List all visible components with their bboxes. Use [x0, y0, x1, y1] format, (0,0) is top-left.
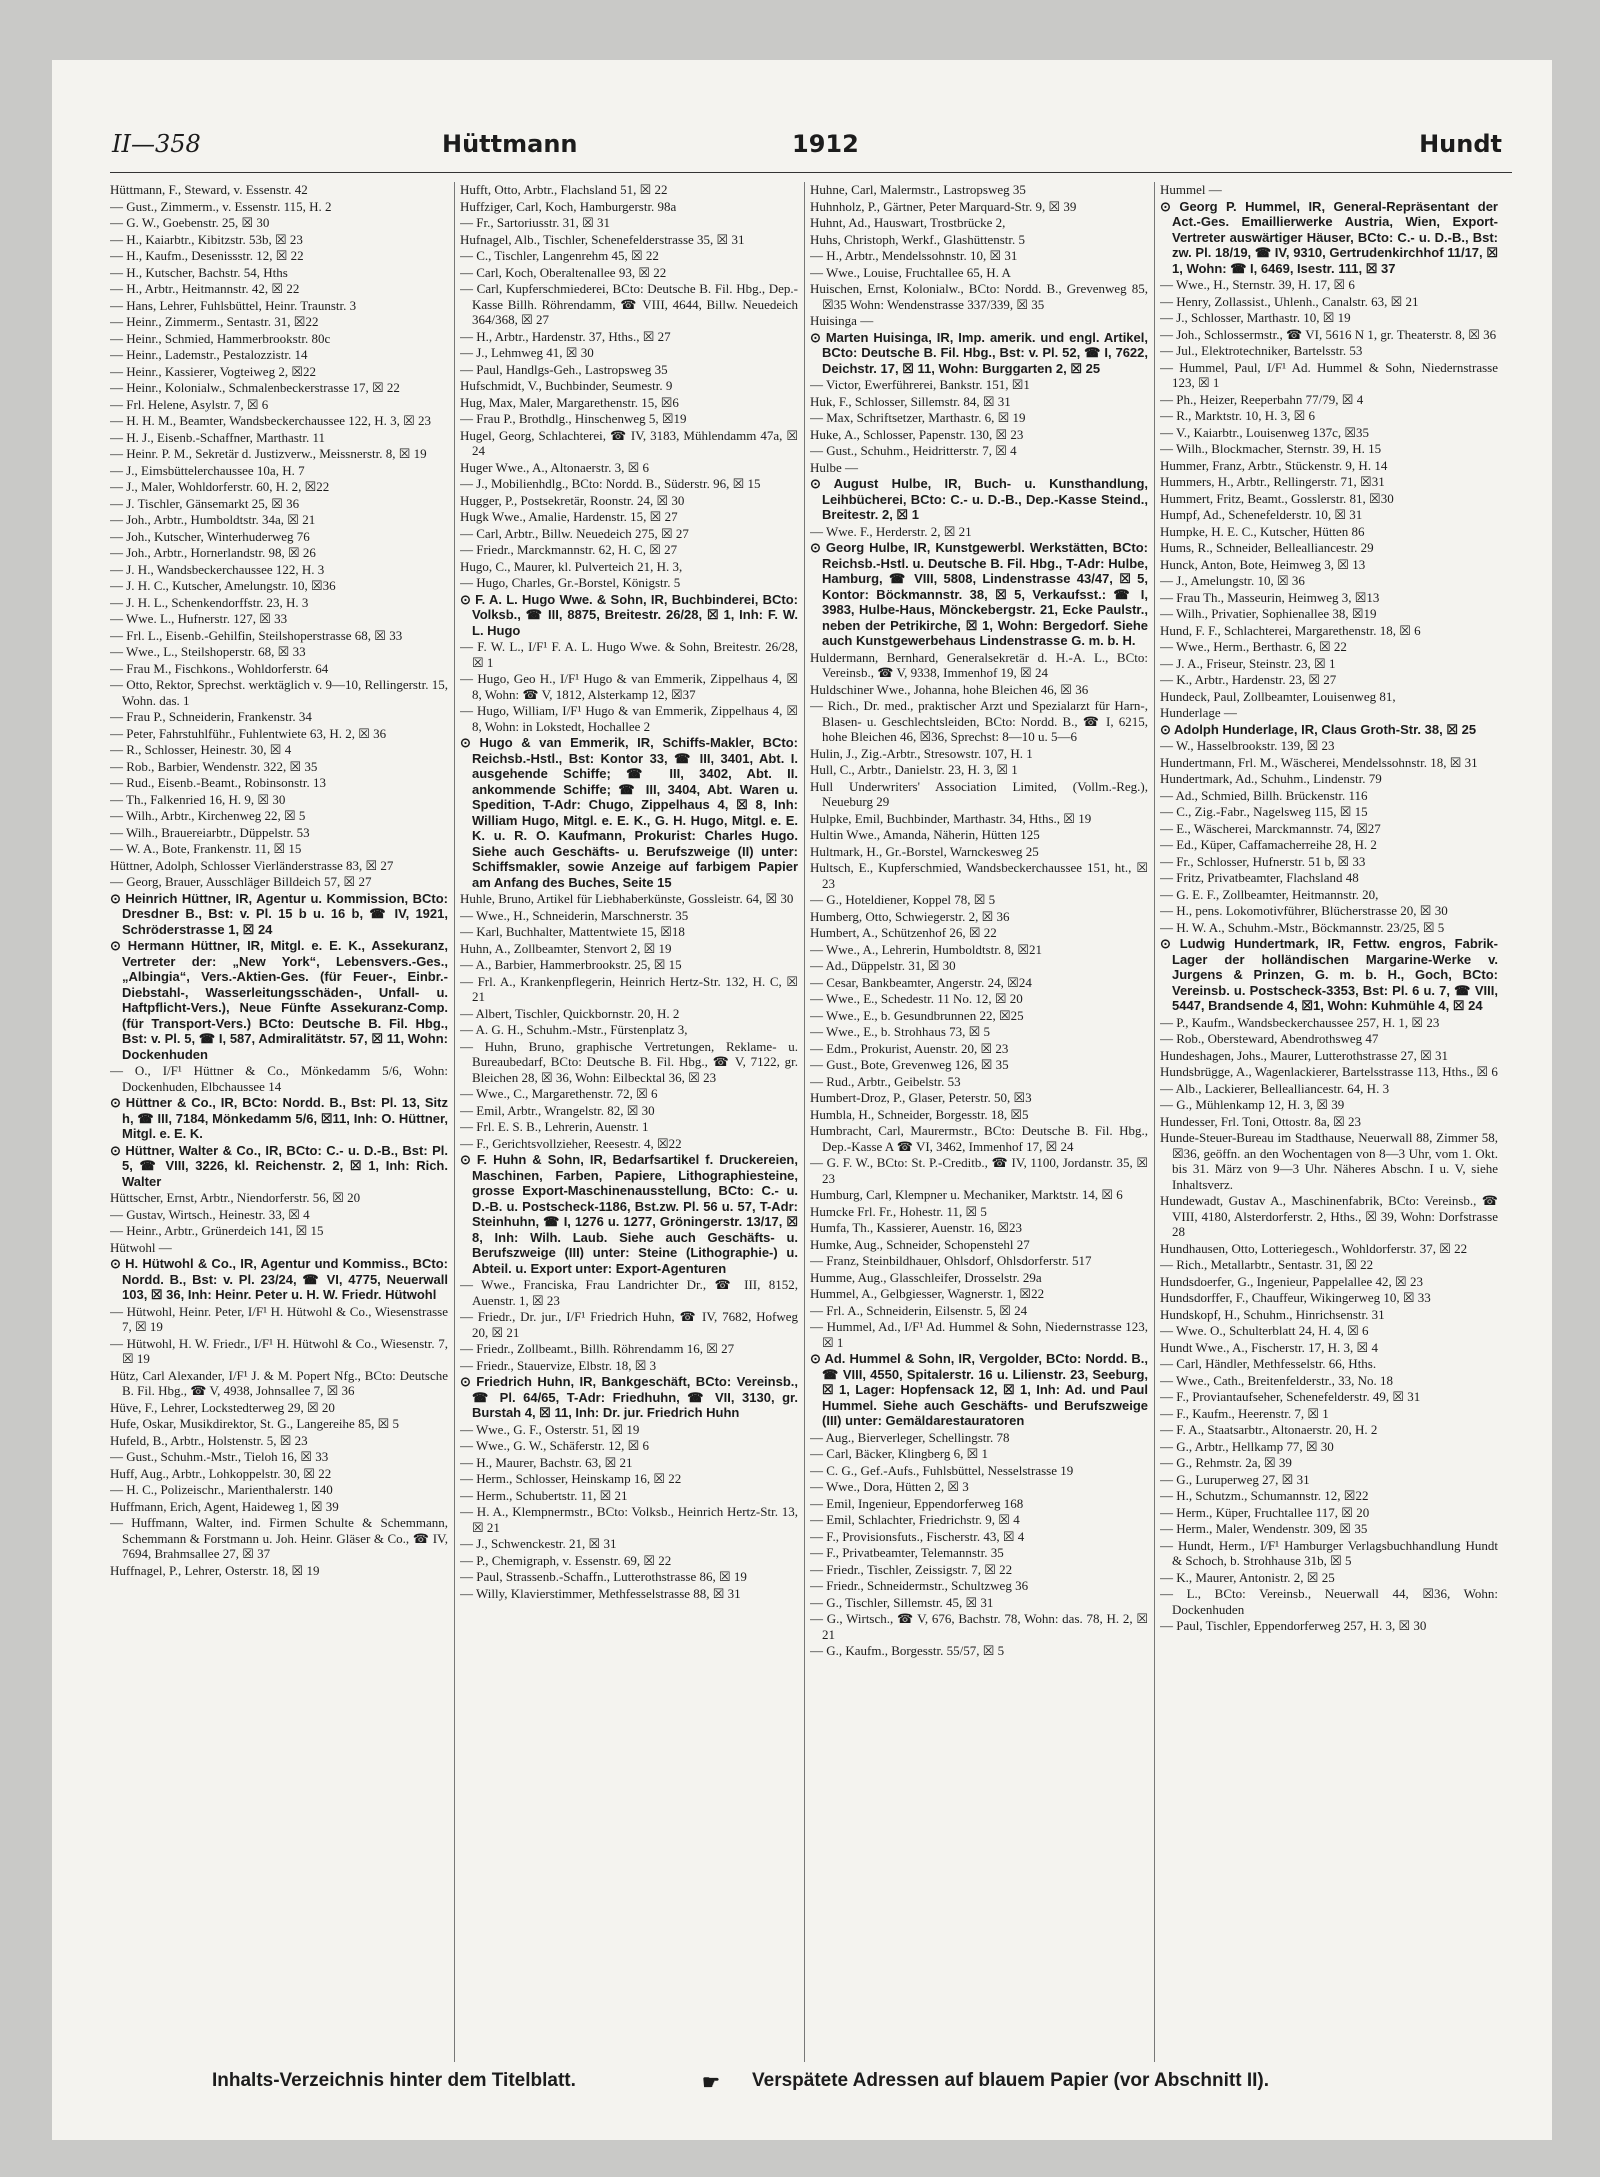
- directory-entry: Hulbe —: [810, 459, 859, 475]
- directory-entry: — Friedr., Stauervize, Elbstr. 18, ☒ 3: [460, 1357, 657, 1373]
- footer-index-note: Inhalts-Verzeichnis hinter dem Titelblatt.: [212, 2070, 576, 2091]
- directory-entry: — H., Arbtr., Mendelssohnstr. 10, ☒ 31: [810, 248, 1018, 263]
- directory-entry: — Gust., Schuhm., Heidritterstr. 7, ☒ 4: [810, 443, 1017, 458]
- directory-entry: Humbert, A., Schützenhof 26, ☒ 22: [810, 925, 997, 940]
- directory-entry: — H., Maurer, Bachstr. 63, ☒ 21: [460, 1454, 633, 1470]
- directory-entry: — Cesar, Bankbeamter, Angerstr. 24, ☒24: [810, 974, 1032, 990]
- directory-entry: — Frau Th., Masseurin, Heimweg 3, ☒13: [1160, 589, 1380, 605]
- directory-entry: Huldschiner Wwe., Johanna, hohe Bleichen 46, ☒ 36: [810, 681, 1089, 697]
- directory-entry: ⊙ Hüttner, Walter & Co., IR, BCto: C.- u. D.-B., Bst: Pl. 5, ☎ VIII, 3226, kl. Reichenstr. 2, ☒ 1, Inh: Rich. Walter: [110, 1142, 448, 1189]
- directory-entry: — Friedr., Schneidermstr., Schultzweg 36: [810, 1578, 1029, 1593]
- directory-entry: — Ad., Düppelstr. 31, ☒ 30: [810, 958, 956, 973]
- directory-entry: — J. H., Wandsbeckerchaussee 122, H. 3: [110, 561, 325, 577]
- directory-entry: — F., Proviantaufseher, Schenefelderstr. 49, ☒ 31: [1160, 1389, 1421, 1404]
- directory-entry: — F., Privatbeamter, Telemannstr. 35: [810, 1545, 1004, 1560]
- directory-entry: — Hugo, Charles, Gr.-Borstel, Königstr. 5: [460, 575, 681, 590]
- directory-entry: — F., Gerichtsvollzieher, Reesestr. 4, ☒22: [460, 1135, 682, 1151]
- directory-entry: — Carl, Koch, Oberaltenallee 93, ☒ 22: [460, 264, 667, 280]
- directory-entry: Hulin, J., Zig.-Arbtr., Stresowstr. 107, H. 1: [810, 745, 1033, 761]
- column-2: [460, 182, 798, 2062]
- directory-entry: Hundsdoerfer, G., Ingenieur, Pappelallee 42, ☒ 23: [1160, 1273, 1423, 1289]
- directory-entry: — Gust., Zimmerm., v. Essenstr. 115, H. 2: [110, 198, 332, 214]
- entry-columns: [110, 182, 1510, 2062]
- directory-entry: — Wwe., Dora, Hütten 2, ☒ 3: [810, 1479, 969, 1494]
- directory-entry: — Rob., Obersteward, Abendrothsweg 47: [1160, 1031, 1379, 1046]
- directory-entry: — Gust., Schuhm.-Mstr., Tieloh 16, ☒ 33: [110, 1449, 329, 1464]
- directory-entry: Hüttner, Adolph, Schlosser Vierländerstrasse 83, ☒ 27: [110, 857, 394, 873]
- directory-entry: — Heinr., Schmied, Hammerbrookstr. 80c: [110, 330, 331, 346]
- directory-entry: — Wwe., H., Schneiderin, Marschnerstr. 35: [460, 907, 689, 923]
- directory-entry: — Friedr., Marckmannstr. 62, H. C, ☒ 27: [460, 542, 678, 557]
- directory-entry: Huffziger, Carl, Koch, Hamburgerstr. 98a: [460, 198, 677, 214]
- directory-entry: Humpf, Ad., Schenefelderstr. 10, ☒ 31: [1160, 507, 1363, 522]
- directory-entry: — Rob., Barbier, Wendenstr. 322, ☒ 35: [110, 758, 318, 774]
- page-number: II—358: [112, 130, 201, 158]
- directory-entry: Hufe, Oskar, Musikdirektor, St. G., Langereihe 85, ☒ 5: [110, 1416, 399, 1431]
- directory-entry: ⊙ H. Hütwohl & Co., IR, Agentur und Kommiss., BCto: Nordd. B., Bst: v. Pl. 23/24, ☎ VI, 4775, Neuerwall 103, ☒ 36, Inh: Heinr. Peter u. H. W. Friedr. Hütwohl: [110, 1256, 448, 1302]
- directory-entry: — Wilh., Blockmacher, Sternstr. 39, H. 15: [1160, 441, 1382, 456]
- directory-entry: — Frl. L., Eisenb.-Gehilfin, Steilshoperstrasse 68, ☒ 33: [110, 627, 403, 643]
- directory-entry: — Otto, Rektor, Sprechst. werktäglich v. 9—10, Rellingerstr. 15, Wohn. das. 1: [110, 677, 448, 708]
- directory-entry: — G., Kaufm., Borgesstr. 55/57, ☒ 5: [810, 1643, 1005, 1658]
- directory-entry: Hufeld, B., Arbtr., Holstenstr. 5, ☒ 23: [110, 1432, 308, 1448]
- directory-entry: Huhle, Bruno, Artikel für Liebhaberkünste, Gossleistr. 64, ☒ 30: [460, 891, 794, 906]
- directory-entry: — Wwe. O., Schulterblatt 24, H. 4, ☒ 6: [1160, 1323, 1369, 1338]
- directory-entry: — G. E. F., Zollbeamter, Heitmannstr. 20,: [1160, 886, 1379, 902]
- directory-entry: Huhn, A., Zollbeamter, Stenvort 2, ☒ 19: [460, 940, 672, 956]
- directory-entry: — Friedr., Zollbeamt., Billh. Röhrendamm 16, ☒ 27: [460, 1341, 735, 1356]
- directory-entry: Humke, Aug., Schneider, Schopenstehl 27: [810, 1236, 1030, 1252]
- directory-entry: Huischen, Ernst, Kolonialw., BCto: Nordd. B., Grevenweg 85, ☒35 Wohn: Wendenstrasse 337/339, ☒ 35: [810, 281, 1148, 312]
- directory-entry: ⊙ F. A. L. Hugo Wwe. & Sohn, IR, Buchbinderei, BCto: Volksb., ☎ III, 8875, Breitestr. 26/28, ☒ 1, Inh: F. W. L. Hugo: [460, 591, 798, 638]
- directory-entry: — Willy, Klavierstimmer, Methfesselstrasse 88, ☒ 31: [460, 1585, 741, 1601]
- directory-entry: — F., Provisionsfuts., Fischerstr. 43, ☒ 4: [810, 1528, 1025, 1544]
- directory-entry: — J., Amelungstr. 10, ☒ 36: [1160, 573, 1305, 588]
- directory-entry: — Wwe. F., Herderstr. 2, ☒ 21: [810, 523, 972, 539]
- directory-entry: ⊙ Marten Huisinga, IR, Imp. amerik. und engl. Artikel, BCto: Deutsche B. Fil. Hbg., Bst: v. Pl. 52, ☎ I, 7622, Deichstr. 17, ☒ 11, Wohn: Burggarten 2, ☒ 25: [810, 329, 1148, 376]
- directory-entry: Humberg, Otto, Schwiegerstr. 2, ☒ 36: [810, 908, 1010, 924]
- directory-entry: — Wwe., L., Steilshoperstr. 68, ☒ 33: [110, 644, 306, 659]
- directory-entry: Huhne, Carl, Malermstr., Lastropsweg 35: [810, 182, 1026, 197]
- directory-entry: — Joh., Kutscher, Winterhuderweg 76: [110, 528, 310, 544]
- directory-entry: — Paul, Tischler, Eppendorferweg 257, H. 3, ☒ 30: [1160, 1618, 1427, 1633]
- directory-entry: — Frl. E. S. B., Lehrerin, Auenstr. 1: [460, 1119, 649, 1134]
- directory-entry: — Ad., Schmied, Billh. Brückenstr. 116: [1160, 787, 1368, 803]
- directory-entry: — J., Mobilienhdlg., BCto: Nordd. B., Süderstr. 96, ☒ 15: [460, 476, 761, 491]
- directory-entry: — Emil, Schlachter, Friedrichstr. 9, ☒ 4: [810, 1512, 1020, 1527]
- directory-entry: Hummel —: [1160, 182, 1222, 197]
- directory-entry: — H. C., Polizeischr., Marienthalerstr. 140: [110, 1482, 333, 1497]
- header-year: 1912: [792, 130, 859, 158]
- directory-entry: — Hummel, Paul, I/F¹ Ad. Hummel & Sohn, Niedernstrasse 123, ☒ 1: [1160, 359, 1498, 390]
- directory-page: [52, 60, 1552, 2140]
- directory-entry: Humme, Aug., Glasschleifer, Drosselstr. 29a: [810, 1269, 1042, 1285]
- directory-entry: — R., Schlosser, Heinestr. 30, ☒ 4: [110, 742, 292, 757]
- directory-entry: — F. A., Staatsarbtr., Altonaerstr. 20, H. 2: [1160, 1422, 1378, 1437]
- pointing-hand-icon: ☛: [702, 2072, 720, 2094]
- directory-entry: — Wwe., E., b. Gesundbrunnen 22, ☒25: [810, 1007, 1024, 1023]
- page-footer: [212, 2070, 1462, 2098]
- directory-entry: — K., Maurer, Antonistr. 2, ☒ 25: [1160, 1569, 1335, 1585]
- directory-entry: — Carl, Bäcker, Klingberg 6, ☒ 1: [810, 1446, 989, 1461]
- directory-entry: — Hütwohl, Heinr. Peter, I/F¹ H. Hütwohl & Co., Wiesenstrasse 7, ☒ 19: [110, 1303, 448, 1334]
- directory-entry: — Herm., Küper, Fruchtallee 117, ☒ 20: [1160, 1504, 1370, 1520]
- header-first-entry: Hüttmann: [442, 130, 578, 158]
- directory-entry: ⊙ August Hulbe, IR, Buch- u. Kunsthandlung, Leihbücherei, BCto: C.- u. D.-B., Dep.-Kasse Steind., Breitestr. 2, ☒ 1: [810, 476, 1148, 522]
- directory-entry: — G., Arbtr., Hellkamp 77, ☒ 30: [1160, 1438, 1334, 1454]
- directory-entry: — G., Luruperweg 27, ☒ 31: [1160, 1471, 1310, 1487]
- directory-entry: — Rud., Arbtr., Geibelstr. 53: [810, 1073, 961, 1089]
- directory-entry: Hunck, Anton, Bote, Heimweg 3, ☒ 13: [1160, 556, 1366, 572]
- directory-entry: — Wwe., Herm., Berthastr. 6, ☒ 22: [1160, 639, 1347, 654]
- directory-entry: Hugo, C., Maurer, kl. Pulverteich 21, H. 3,: [460, 558, 683, 574]
- directory-entry: Hummers, H., Arbtr., Rellingerstr. 71, ☒31: [1160, 474, 1385, 489]
- column-divider: [804, 182, 805, 2062]
- directory-entry: — Franz, Steinbildhauer, Ohlsdorf, Ohlsdorferstr. 517: [810, 1253, 1092, 1268]
- directory-entry: — Albert, Tischler, Quickbornstr. 20, H. 2: [460, 1005, 680, 1021]
- directory-entry: — G., Mühlenkamp 12, H. 3, ☒ 39: [1160, 1097, 1345, 1112]
- directory-entry: ⊙ Georg Hulbe, IR, Kunstgewerbl. Werkstätten, BCto: Reichsb.-Hstl. u. Deutsche B. Fil. Hbg., T-Adr: Hulbe, Hamburg, ☎ VIII, 5808, Lindenstrasse 43/47, ☒ 5, Kontor: Böckmannstr. 38, ☒ 5, Verkaufsst.: ☎ I, 3983, Hulbe-Haus, Mönckebergstr. 21, Ecke Paulstr., neben der Petrikirche, ☒ 1, Wohn: Bergedorf. Siehe auch Kunstgewerbehaus Lindenstrasse G. m. b. H.: [810, 540, 1148, 648]
- header-last-entry: Hundt: [1419, 130, 1502, 158]
- directory-entry: Hundesser, Frl. Toni, Ottostr. 8a, ☒ 23: [1160, 1113, 1362, 1129]
- directory-entry: Huffmann, Erich, Agent, Haideweg 1, ☒ 39: [110, 1498, 339, 1514]
- directory-entry: Humfa, Th., Kassierer, Auenstr. 16, ☒23: [810, 1220, 1022, 1235]
- directory-entry: — W., Hasselbrookstr. 139, ☒ 23: [1160, 738, 1335, 753]
- directory-entry: — Wwe., Louise, Fruchtallee 65, H. A: [810, 264, 1011, 280]
- directory-entry: — Wwe. L., Hufnerstr. 127, ☒ 33: [110, 611, 288, 626]
- directory-entry: — Ph., Heizer, Reeperbahn 77/79, ☒ 4: [1160, 391, 1364, 407]
- directory-entry: — Aug., Bierverleger, Schellingstr. 78: [810, 1429, 1010, 1445]
- directory-entry: — Emil, Ingenieur, Eppendorferweg 168: [810, 1495, 1024, 1511]
- directory-entry: — J., Eimsbüttelerchaussee 10a, H. 7: [110, 462, 305, 478]
- directory-entry: Huhs, Christoph, Werkf., Glashüttenstr. 5: [810, 231, 1026, 247]
- directory-entry: Humburg, Carl, Klempner u. Mechaniker, Marktstr. 14, ☒ 6: [810, 1187, 1123, 1202]
- directory-entry: Hugk Wwe., Amalie, Hardenstr. 15, ☒ 27: [460, 509, 678, 524]
- directory-entry: — J. H. C., Kutscher, Amelungstr. 10, ☒36: [110, 578, 336, 593]
- directory-entry: — H., Schutzm., Schumannstr. 12, ☒22: [1160, 1488, 1369, 1503]
- directory-entry: — G., Rehmstr. 2a, ☒ 39: [1160, 1455, 1292, 1470]
- directory-entry: — H., pens. Lokomotivführer, Blücherstrasse 20, ☒ 30: [1160, 903, 1448, 918]
- directory-entry: ⊙ Hugo & van Emmerik, IR, Schiffs-Makler, BCto: Reichsb.-Hstl., Bst: Kontor 33, ☎ III, 3401, Abt. I. ausgehende Schiffe; ☎ III, 3402, Abt. II. ankommende Schiffe; ☎ III, 3404, Abt. Waren u. Spedition, T-Adr: Chugo, Zippelhaus 4, ☒ 8, Inh: William Hugo, Mitgl. e. E. K., G. H. Hugo, Mitgl. e. E. K. u. R. O. Kaufmann, Prokurist: Charles Hugo. Siehe auch Geschäfts- u. Berufszweige (II) unter: Schiffsmakler, sowie Anzeige auf farbigem Papier am Anfang des Buches, Seite 15: [460, 735, 798, 890]
- directory-entry: — Georg, Brauer, Ausschläger Billdeich 57, ☒ 27: [110, 874, 372, 889]
- directory-entry: Hugger, P., Postsekretär, Roonstr. 24, ☒ 30: [460, 492, 685, 508]
- directory-entry: — G., Hoteldiener, Koppel 78, ☒ 5: [810, 892, 996, 907]
- directory-entry: Hull Underwriters' Association Limited, (Vollm.-Reg.), Neueburg 29: [810, 778, 1148, 809]
- column-divider: [454, 182, 455, 2062]
- directory-entry: — Frau P., Brothdlg., Hinschenweg 5, ☒19: [460, 411, 687, 426]
- directory-entry: Huk, F., Schlosser, Sillemstr. 84, ☒ 31: [810, 393, 1011, 409]
- directory-entry: Hüttmann, F., Steward, v. Essenstr. 42: [110, 182, 308, 197]
- directory-entry: — Heinr., Kassierer, Vogteiweg 2, ☒22: [110, 363, 316, 379]
- directory-entry: Huisinga —: [810, 313, 874, 328]
- directory-entry: ⊙ F. Huhn & Sohn, IR, Bedarfsartikel f. Druckereien, Maschinen, Farben, Papiere, Lithographiesteine, grosse Export-Maschinenausstellung, BCto: C.- u. D.-B. u. Postscheck-1186, Bst.zw. Pl. 56 u. 57, T-Adr: Steinhuhn, ☎ I, 1276 u. 1277, Gröningerstr. 13/17, ☒ 8, Inh: Wilh. Laub. Siehe auch Geschäfts- u. Berufszweige (III) unter: Steine (Lithographie-) u. Abteil. u. Export unter: Export-Agenturen: [460, 1152, 798, 1276]
- directory-entry: — W. A., Bote, Frankenstr. 11, ☒ 15: [110, 841, 302, 856]
- directory-entry: — H., Kaufm., Desenissstr. 12, ☒ 22: [110, 248, 304, 263]
- directory-entry: — H., Arbtr., Hardenstr. 37, Hths., ☒ 27: [460, 328, 671, 344]
- directory-entry: — Peter, Fahrstuhlführ., Fuhlentwiete 63, H. 2, ☒ 36: [110, 725, 387, 741]
- directory-entry: Huke, A., Schlosser, Papenstr. 130, ☒ 23: [810, 426, 1024, 442]
- directory-entry: ⊙ Hermann Hüttner, IR, Mitgl. e. E. K., Assekuranz, Vertreter der: „New York“, Lebensvers.-Ges., „Albingia“, Vers.-Aktien-Ges. (für Feuer-, Einbr.-Diebstahl-, Wasserleitungsschäden-, Unfall- u. Haftpflicht-Vers.), Neue Fünfte Assekuranz-Comp. (für Transport-Vers.) BCto: Deutsche B. Fil. Hbg., Bst: v. Pl. 5, ☎ I, 587, Admiralitätstr. 57, ☒ 11, Wohn: Dockenhuden: [110, 938, 448, 1062]
- directory-entry: — A., Barbier, Hammerbrookstr. 25, ☒ 15: [460, 957, 682, 972]
- directory-entry: — C., Zig.-Fabr., Nagelsweg 115, ☒ 15: [1160, 804, 1368, 819]
- directory-entry: — Hugo, William, I/F¹ Hugo & van Emmerik, Zippelhaus 4, ☒ 8, Wohn: in Lokstedt, Hochallee 2: [460, 703, 798, 734]
- directory-entry: — Frau M., Fischkons., Wohldorferstr. 64: [110, 660, 329, 676]
- directory-entry: Hundsdorffer, F., Chauffeur, Wikingerweg 10, ☒ 33: [1160, 1290, 1431, 1305]
- directory-entry: ⊙ Ad. Hummel & Sohn, IR, Vergolder, BCto: Nordd. B., ☎ VIII, 4550, Spitalerstr. 16 u. Lilienstr. 23, Seeburg, ☒ 1, Lager: Hopfensack 12, ☒ 1, Inh: Ad. und Paul Hummel. Siehe auch Geschäfts- und Berufszweige (III) unter: Gemäldarestauratoren: [810, 1351, 1148, 1428]
- header-rule: [110, 172, 1512, 173]
- directory-entry: — Hugo, Geo H., I/F¹ Hugo & van Emmerik, Zippelhaus 4, ☒ 8, Wohn: ☎ V, 1812, Alsterkamp 12, ☒37: [460, 671, 798, 702]
- directory-entry: Huhnholz, P., Gärtner, Peter Marquard-Str. 9, ☒ 39: [810, 198, 1077, 214]
- directory-entry: — J., Schlosser, Marthastr. 10, ☒ 19: [1160, 310, 1351, 325]
- directory-entry: — Herm., Schubertstr. 11, ☒ 21: [460, 1487, 628, 1503]
- directory-entry: — F., Kaufm., Heerenstr. 7, ☒ 1: [1160, 1405, 1329, 1421]
- directory-entry: — Emil, Arbtr., Wrangelstr. 82, ☒ 30: [460, 1102, 655, 1118]
- directory-entry: — Wwe., G. F., Osterstr. 51, ☒ 19: [460, 1421, 640, 1437]
- directory-entry: — Wwe., C., Margarethenstr. 72, ☒ 6: [460, 1086, 658, 1101]
- directory-entry: Hundertmark, Ad., Schuhm., Lindenstr. 79: [1160, 771, 1382, 786]
- directory-entry: Huhnt, Ad., Hauswart, Trostbrücke 2,: [810, 215, 1006, 230]
- directory-entry: Hundertmann, Frl. M., Wäscherei, Mendelssohnstr. 18, ☒ 31: [1160, 754, 1478, 770]
- directory-entry: — Victor, Ewerführerei, Bankstr. 151, ☒1: [810, 377, 1030, 392]
- directory-entry: Hufnagel, Alb., Tischler, Schenefelderstrasse 35, ☒ 31: [460, 231, 745, 247]
- directory-entry: — Hummel, Ad., I/F¹ Ad. Hummel & Sohn, Niedernstrasse 123, ☒ 1: [810, 1319, 1148, 1350]
- directory-entry: Hundeck, Paul, Zollbeamter, Louisenweg 81,: [1160, 688, 1396, 704]
- directory-entry: — Gustav, Wirtsch., Heinestr. 33, ☒ 4: [110, 1206, 310, 1222]
- directory-entry: Hummer, Franz, Arbtr., Stückenstr. 9, H. 14: [1160, 457, 1388, 473]
- directory-entry: — H., Kaiarbtr., Kibitzstr. 53b, ☒ 23: [110, 231, 303, 247]
- footer-late-addresses-note: Verspätete Adressen auf blauem Papier (vor Abschnitt II).: [752, 2070, 1270, 2091]
- directory-entry: — Max, Schriftsetzer, Marthastr. 6, ☒ 19: [810, 410, 1026, 425]
- directory-entry: Hund, F. F., Schlachterei, Margarethenstr. 18, ☒ 6: [1160, 622, 1421, 638]
- directory-entry: Huff, Aug., Arbtr., Lohkoppelstr. 30, ☒ 22: [110, 1465, 332, 1481]
- directory-entry: Hufschmidt, V., Buchbinder, Seumestr. 9: [460, 378, 673, 393]
- directory-entry: — Carl, Händler, Methfesselstr. 66, Hths.: [1160, 1356, 1377, 1371]
- directory-entry: — Herm., Maler, Wendenstr. 309, ☒ 35: [1160, 1521, 1368, 1536]
- directory-entry: — K., Arbtr., Hardenstr. 23, ☒ 27: [1160, 672, 1337, 687]
- directory-entry: — V., Kaiarbtr., Louisenweg 137c, ☒35: [1160, 424, 1370, 440]
- directory-entry: — H. J., Eisenb.-Schaffner, Marthastr. 11: [110, 429, 326, 445]
- directory-entry: — G. F. W., BCto: St. P.-Creditb., ☎ IV, 1100, Jordanstr. 35, ☒ 23: [810, 1155, 1148, 1186]
- directory-entry: — F. W. L., I/F¹ F. A. L. Hugo Wwe. & Sohn, Breitestr. 26/28, ☒ 1: [460, 639, 798, 670]
- directory-entry: — Carl, Kupferschmiederei, BCto: Deutsche B. Fil. Hbg., Dep.-Kasse Billh. Röhrendamm, ☎ VIII, 4644, Billw. Neuedeich 364/368, ☒ 27: [460, 281, 798, 327]
- directory-entry: — Edm., Prokurist, Auenstr. 20, ☒ 23: [810, 1040, 1009, 1056]
- directory-entry: Hums, R., Schneider, Bellealliancestr. 29: [1160, 540, 1374, 555]
- directory-entry: — Paul, Strassenb.-Schaffn., Lutterothstrasse 86, ☒ 19: [460, 1569, 747, 1584]
- directory-entry: — J. Tischler, Gänsemarkt 25, ☒ 36: [110, 495, 300, 511]
- directory-entry: — L., BCto: Vereinsb., Neuerwall 44, ☒36, Wohn: Dockenhuden: [1160, 1586, 1498, 1617]
- directory-entry: — Frl. Helene, Asylstr. 7, ☒ 6: [110, 396, 269, 412]
- directory-entry: — Wwe., H., Sternstr. 39, H. 17, ☒ 6: [1160, 277, 1355, 292]
- directory-entry: — Joh., Arbtr., Hornerlandstr. 98, ☒ 26: [110, 545, 316, 560]
- directory-entry: — Herm., Schlosser, Heinskamp 16, ☒ 22: [460, 1471, 682, 1486]
- directory-entry: Humbracht, Carl, Maurermstr., BCto: Deutsche B. Fil. Hbg., Dep.-Kasse A ☎ VI, 3462, Immenhof 17, ☒ 24: [810, 1123, 1148, 1154]
- directory-entry: — Fr., Sartoriusstr. 31, ☒ 31: [460, 215, 610, 230]
- directory-entry: — C. G., Gef.-Aufs., Fuhlsbüttel, Nesselstrasse 19: [810, 1462, 1074, 1478]
- directory-entry: — Ed., Küper, Caffamacherreihe 28, H. 2: [1160, 837, 1377, 852]
- directory-entry: Hundskopf, H., Schuhm., Hinrichsenstr. 31: [1160, 1306, 1385, 1322]
- directory-entry: — O., I/F¹ Hüttner & Co., Mönkedamm 5/6, Wohn: Dockenhuden, Elbchaussee 14: [110, 1063, 448, 1094]
- directory-entry: Huldermann, Bernhard, Generalsekretär d. H.-A. L., BCto: Vereinsb., ☎ V, 9338, Immenhof 19, ☒ 24: [810, 649, 1148, 680]
- directory-entry: — Huhn, Bruno, graphische Vertretungen, Reklame- u. Bureaubedarf, BCto: Deutsche B. Fil. Hbg., ☎ V, 7122, gr. Bleichen 28, ☒ 36, Wohn: Eilbecktal 36, ☒ 23: [460, 1038, 798, 1085]
- directory-entry: — Wwe., E., b. Strohhaus 73, ☒ 5: [810, 1024, 991, 1039]
- directory-entry: — Wwe., Cath., Breitenfelderstr., 33, No. 18: [1160, 1372, 1393, 1388]
- directory-entry: — Frau P., Schneiderin, Frankenstr. 34: [110, 709, 312, 724]
- directory-entry: — Rich., Dr. med., praktischer Arzt und Spezialarzt für Harn-, Blasen- u. Geschlechtsleiden, BCto: Nordd. B., ☎ I, 6215, hohe Bleichen 46, ☒36, Sprechst: 8—10 u. 5—6: [810, 698, 1148, 744]
- directory-entry: Hull, C., Arbtr., Danielstr. 23, H. 3, ☒ 1: [810, 762, 1018, 777]
- directory-entry: — J. A., Friseur, Steinstr. 23, ☒ 1: [1160, 655, 1336, 671]
- directory-entry: ⊙ Adolph Hunderlage, IR, Claus Groth-Str. 38, ☒ 25: [1160, 721, 1477, 737]
- directory-entry: Hüve, F., Lehrer, Lockstedterweg 29, ☒ 20: [110, 1399, 335, 1415]
- directory-entry: — Fr., Schlosser, Hufnerstr. 51 b, ☒ 33: [1160, 853, 1366, 869]
- directory-entry: — H. A., Klempnermstr., BCto: Volksb., Heinrich Hertz-Str. 13, ☒ 21: [460, 1504, 798, 1535]
- directory-entry: ⊙ Hüttner & Co., IR, BCto: Nordd. B., Bst: Pl. 13, Sitz h, ☎ III, 7184, Mönkedamm 5/6, ☒11, Inh: O. Hüttner, Mitgl. e. E. K.: [110, 1095, 448, 1141]
- directory-entry: — Wilh., Arbtr., Kirchenweg 22, ☒ 5: [110, 808, 306, 823]
- directory-entry: — Friedr., Tischler, Zeissigstr. 7, ☒ 22: [810, 1561, 1013, 1577]
- column-4: [1160, 182, 1498, 2062]
- directory-entry: — Fritz, Privatbeamter, Flachsland 48: [1160, 870, 1359, 885]
- directory-entry: — H., Kutscher, Bachstr. 54, Hths: [110, 264, 288, 280]
- directory-entry: Huger Wwe., A., Altonaerstr. 3, ☒ 6: [460, 459, 650, 475]
- directory-entry: — Gust., Bote, Grevenweg 126, ☒ 35: [810, 1057, 1009, 1072]
- directory-entry: — Wwe., Franciska, Frau Landrichter Dr., ☎ III, 8152, Auenstr. 1, ☒ 23: [460, 1277, 798, 1308]
- directory-entry: — J., Lehmweg 41, ☒ 30: [460, 345, 594, 360]
- directory-entry: Hütz, Carl Alexander, I/F¹ J. & M. Popert Nfg., BCto: Deutsche B. Fil. Hbg., ☎ V, 4938, Johnsallee 7, ☒ 36: [110, 1367, 448, 1398]
- directory-entry: Hundhausen, Otto, Lotteriegesch., Wohldorferstr. 37, ☒ 22: [1160, 1240, 1468, 1256]
- directory-entry: — Wilh., Brauereiarbtr., Düppelstr. 53: [110, 824, 310, 840]
- directory-entry: Humpke, H. E. C., Kutscher, Hütten 86: [1160, 523, 1365, 539]
- directory-entry: — E., Wäscherei, Marckmannstr. 74, ☒27: [1160, 820, 1381, 836]
- directory-entry: — Frl. A., Schneiderin, Eilsenstr. 5, ☒ 24: [810, 1302, 1028, 1318]
- column-3: [810, 182, 1148, 2062]
- directory-entry: — Wwe., G. W., Schäferstr. 12, ☒ 6: [460, 1438, 650, 1453]
- directory-entry: — Heinr., Zimmerm., Sentastr. 31, ☒22: [110, 314, 319, 329]
- directory-entry: Humcke Frl. Fr., Hohestr. 11, ☒ 5: [810, 1203, 987, 1219]
- directory-entry: — Friedr., Dr. jur., I/F¹ Friedrich Huhn, ☎ IV, 7682, Hofweg 20, ☒ 21: [460, 1309, 798, 1340]
- directory-entry: — Heinr., Lademstr., Pestalozzistr. 14: [110, 347, 308, 362]
- directory-entry: — Henry, Zollassist., Uhlenh., Canalstr. 63, ☒ 21: [1160, 293, 1419, 309]
- directory-entry: Hultmark, H., Gr.-Borstel, Warnckesweg 25: [810, 843, 1039, 859]
- directory-entry: — Carl, Arbtr., Billw. Neuedeich 275, ☒ 27: [460, 525, 689, 541]
- directory-entry: — G., Wirtsch., ☎ V, 676, Bachstr. 78, Wohn: das. 78, H. 2, ☒ 21: [810, 1611, 1148, 1642]
- directory-entry: — Joh., Arbtr., Humboldtstr. 34a, ☒ 21: [110, 512, 316, 527]
- directory-entry: — Rich., Metallarbtr., Sentastr. 31, ☒ 22: [1160, 1257, 1374, 1272]
- directory-entry: Hummel, A., Gelbgiesser, Wagnerstr. 1, ☒22: [810, 1286, 1045, 1301]
- directory-entry: — Wilh., Privatier, Sophienallee 38, ☒19: [1160, 606, 1377, 621]
- directory-entry: — Joh., Schlossermstr., ☎ VI, 5616 N 1, gr. Theaterstr. 8, ☒ 36: [1160, 326, 1497, 342]
- directory-entry: — P., Kaufm., Wandsbeckerchaussee 257, H. 1, ☒ 23: [1160, 1014, 1440, 1030]
- directory-entry: — Heinr., Kolonialw., Schmalenbeckerstrasse 17, ☒ 22: [110, 380, 400, 395]
- directory-entry: — J. H. L., Schenkendorffstr. 23, H. 3: [110, 594, 309, 610]
- directory-entry: — Frl. A., Krankenpflegerin, Heinrich Hertz-Str. 132, H. C, ☒ 21: [460, 973, 798, 1004]
- directory-entry: — R., Marktstr. 10, H. 3, ☒ 6: [1160, 408, 1316, 423]
- page-header: [112, 130, 1512, 170]
- directory-entry: — Wwe., A., Lehrerin, Humboldtstr. 8, ☒21: [810, 941, 1043, 957]
- directory-entry: Hummert, Fritz, Beamt., Gosslerstr. 81, ☒30: [1160, 490, 1394, 506]
- directory-entry: — Hütwohl, H. W. Friedr., I/F¹ H. Hütwohl & Co., Wiesenstr. 7, ☒ 19: [110, 1335, 448, 1366]
- directory-entry: Hunderlage —: [1160, 705, 1237, 720]
- directory-entry: — J., Maler, Wohldorferstr. 60, H. 2, ☒22: [110, 479, 330, 494]
- directory-entry: — Hundt, Herm., I/F¹ Hamburger Verlagsbuchhandlung Hundt & Schoch, b. Strohhause 31b, ☒ 5: [1160, 1537, 1498, 1568]
- directory-entry: — G. W., Goebenstr. 25, ☒ 30: [110, 215, 270, 230]
- directory-entry: Huffnagel, P., Lehrer, Osterstr. 18, ☒ 19: [110, 1562, 320, 1578]
- directory-entry: — H. H. M., Beamter, Wandsbeckerchaussee 122, H. 3, ☒ 23: [110, 413, 432, 428]
- directory-entry: Hugel, Georg, Schlachterei, ☎ IV, 3183, Mühlendamm 47a, ☒ 24: [460, 427, 798, 458]
- directory-entry: — P., Chemigraph, v. Essenstr. 69, ☒ 22: [460, 1552, 672, 1568]
- directory-entry: — Wwe., E., Schedestr. 11 No. 12, ☒ 20: [810, 991, 1023, 1006]
- directory-entry: ⊙ Heinrich Hüttner, IR, Agentur u. Kommission, BCto: Dresdner B., Bst: v. Pl. 15 b u. 16 b, ☎ IV, 1921, Schröderstrasse 1, ☒ 24: [110, 890, 448, 937]
- directory-entry: — H., Arbtr., Heitmannstr. 42, ☒ 22: [110, 281, 300, 296]
- directory-entry: Hundeshagen, Johs., Maurer, Lutterothstrasse 27, ☒ 31: [1160, 1047, 1449, 1063]
- directory-entry: — H. W. A., Schuhm.-Mstr., Böckmannstr. 23/25, ☒ 5: [1160, 919, 1445, 935]
- directory-entry: — Heinr., Arbtr., Grünerdeich 141, ☒ 15: [110, 1223, 324, 1238]
- directory-entry: — Paul, Handlgs-Geh., Lastropsweg 35: [460, 361, 668, 377]
- directory-entry: ⊙ Georg P. Hummel, IR, General-Repräsentant der Act.-Ges. Emaillierwerke Austria, Wien, Export-Vertreter auswärtiger Häuser, BCto: C.- u. D.-B., Bst: zw. Pl. 18/19, ☎ IV, 9310, Gertrudenkirchhof 11/17, ☒ 1, Wohn: ☎ I, 6469, Isestr. 111, ☒ 37: [1160, 198, 1498, 276]
- directory-entry: Hulpke, Emil, Buchbinder, Marthastr. 34, Hths., ☒ 19: [810, 810, 1092, 826]
- directory-entry: Hüttscher, Ernst, Arbtr., Niendorferstr. 56, ☒ 20: [110, 1190, 361, 1205]
- directory-entry: — Karl, Buchhalter, Mattentwiete 15, ☒18: [460, 924, 685, 939]
- directory-entry: Humbert-Droz, P., Glaser, Peterstr. 50, ☒3: [810, 1090, 1032, 1105]
- directory-entry: Humbla, H., Schneider, Borgesstr. 18, ☒5: [810, 1106, 1029, 1122]
- directory-entry: ⊙ Friedrich Huhn, IR, Bankgeschäft, BCto: Vereinsb., ☎ Pl. 64/65, T-Adr: Friedhuhn, ☎ VII, 3130, gr. Burstah 4, ☒ 11, Inh: Dr. jur. Friedrich Huhn: [460, 1374, 798, 1420]
- directory-entry: — G., Tischler, Sillemstr. 45, ☒ 31: [810, 1594, 994, 1610]
- directory-entry: ⊙ Ludwig Hundertmark, IR, Fettw. engros, Fabrik-Lager der holländischen Margarine-Werke v. Jurgens & Prinzen, G. m. b. H., Goch, BCto: Vereinsb. u. Postscheck-3353, Bst: Pl. 6 u. 7, ☎ VIII, 5447, Brandsende 4, ☒1, Wohn: Kuhmühle 4, ☒ 24: [1160, 936, 1498, 1013]
- directory-entry: Hufft, Otto, Arbtr., Flachsland 51, ☒ 22: [460, 182, 668, 197]
- directory-entry: Hunde-Steuer-Bureau im Stadthause, Neuerwall 88, Zimmer 58, ☒36, geöffn. an den Wochentagen von 8—3 Uhr, vom 1. Okt. bis 31. März von 9—3 Uhr. Näheres Abschn. I u. V, siehe Inhaltsverz.: [1160, 1130, 1498, 1192]
- directory-entry: — Jul., Elektrotechniker, Bartelsstr. 53: [1160, 343, 1363, 358]
- directory-entry: Hundt Wwe., A., Fischerstr. 17, H. 3, ☒ 4: [1160, 1339, 1378, 1355]
- directory-entry: — Huffmann, Walter, ind. Firmen Schulte & Schemmann, Schemmann & Forstmann u. Joh. Heinr. Gläser & Co., ☎ IV, 7694, Brahmsallee 27, ☒ 37: [110, 1515, 448, 1561]
- directory-entry: — Heinr. P. M., Sekretär d. Justizverw., Meissnerstr. 8, ☒ 19: [110, 446, 427, 461]
- directory-entry: — Hans, Lehrer, Fuhlsbüttel, Heinr. Traunstr. 3: [110, 297, 357, 313]
- directory-entry: Hundsbrügge, A., Wagenlackierer, Bartelsstrasse 113, Hths., ☒ 6: [1160, 1064, 1498, 1079]
- directory-entry: Hundewadt, Gustav A., Maschinenfabrik, BCto: Vereinsb., ☎ VIII, 4180, Alsterdorferstr. 2, Hths., ☒ 39, Wohn: Dorfstrasse 28: [1160, 1193, 1498, 1239]
- directory-entry: — A. G. H., Schuhm.-Mstr., Fürstenplatz 3,: [460, 1022, 688, 1037]
- directory-entry: — C., Tischler, Langenrehm 45, ☒ 22: [460, 248, 659, 263]
- column-divider: [1154, 182, 1155, 2062]
- column-1: [110, 182, 448, 2062]
- directory-entry: Hütwohl —: [110, 1239, 172, 1255]
- directory-entry: — J., Schwenckestr. 21, ☒ 31: [460, 1536, 617, 1551]
- directory-entry: — Alb., Lackierer, Bellealliancestr. 64, H. 3: [1160, 1080, 1390, 1096]
- directory-entry: Hultin Wwe., Amanda, Näherin, Hütten 125: [810, 827, 1040, 842]
- directory-entry: — Rud., Eisenb.-Beamt., Robinsonstr. 13: [110, 775, 326, 790]
- directory-entry: Hug, Max, Maler, Margarethenstr. 15, ☒6: [460, 394, 679, 410]
- directory-entry: Hultsch, E., Kupferschmied, Wandsbeckerchaussee 151, ht., ☒ 23: [810, 860, 1148, 891]
- directory-entry: — Th., Falkenried 16, H. 9, ☒ 30: [110, 791, 286, 807]
